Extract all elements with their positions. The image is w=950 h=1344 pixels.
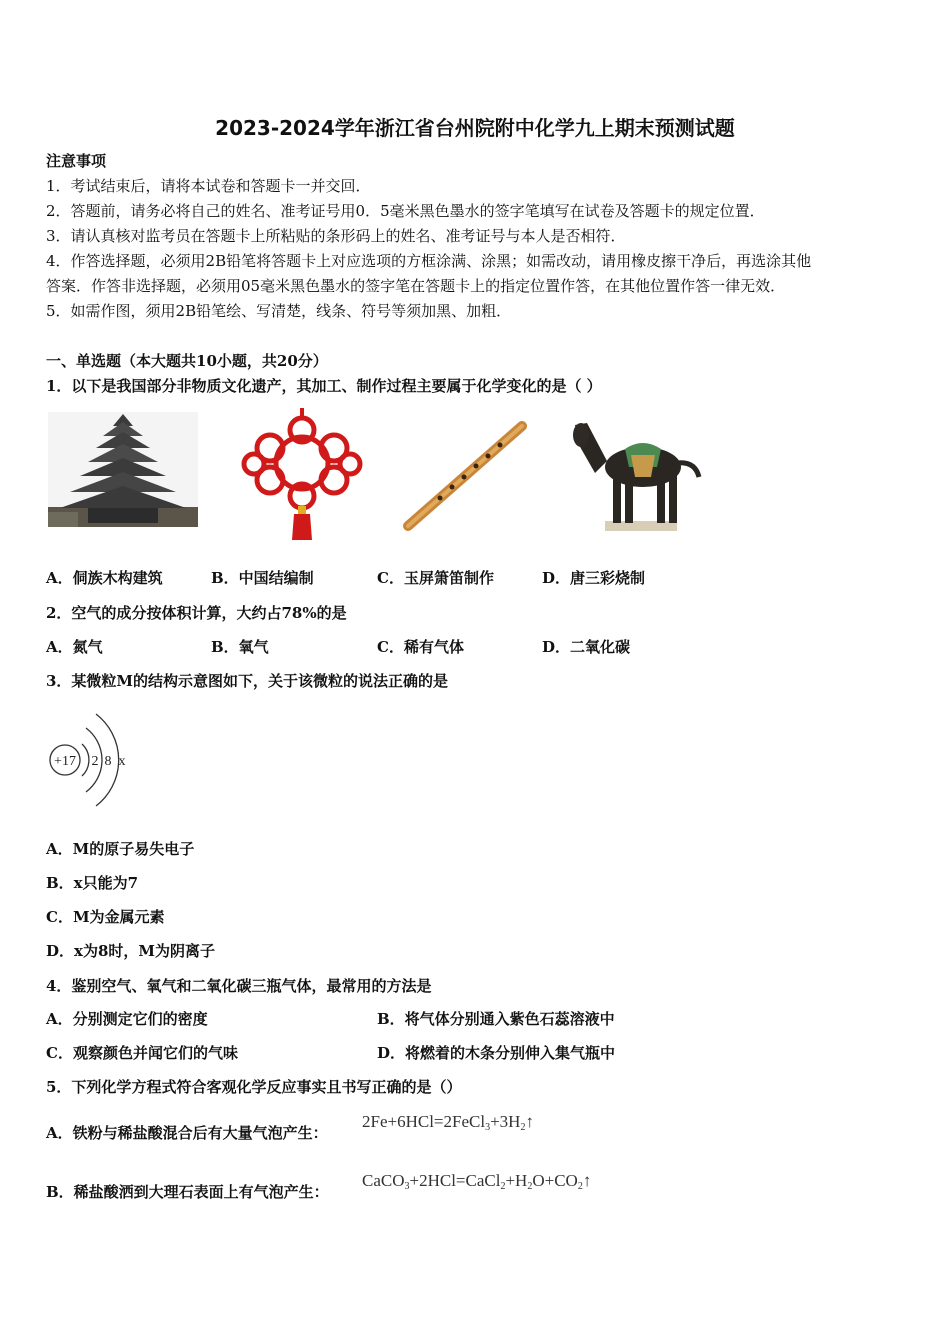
notice-item: 4．作答选择题，必须用2B铅笔将答题卡上对应选项的方框涂满、涂黑；如需改动，请用橡皮擦干净后，再选涂其他 [46,252,812,270]
q4-option-c[interactable]: C．观察颜色并闻它们的气味 [46,1044,238,1062]
shell-electrons: 8 [104,754,112,769]
q4-option-d[interactable]: D．将燃着的木条分别伸入集气瓶中 [377,1044,616,1062]
q1-option-a[interactable]: A．侗族木构建筑 [46,569,163,587]
q1-option-b[interactable]: B．中国结编制 [211,569,314,587]
notice-item: 1．考试结束后，请将本试卷和答题卡一并交回． [46,177,371,195]
q5-option-b[interactable]: B．稀盐酸洒到大理石表面上有气泡产生： [46,1183,329,1201]
q1-option-d[interactable]: D．唐三彩烧制 [542,569,646,587]
flute-image [400,418,530,533]
question-5-stem: 5．下列化学方程式符合客观化学反应事实且书写正确的是（） [46,1078,462,1096]
q2-option-c[interactable]: C．稀有气体 [377,638,464,656]
notice-item: 3．请认真核对监考员在答题卡上所粘贴的条形码上的姓名、准考证号与本人是否相符． [46,227,626,245]
atomic-structure-diagram [46,700,146,815]
notice-heading: 注意事项 [46,152,107,170]
q1-option-c[interactable]: C．玉屏箫笛制作 [377,569,494,587]
tang-horse-image [565,415,705,535]
q2-option-b[interactable]: B．氧气 [211,638,269,656]
question-1-stem: 1．以下是我国部分非物质文化遗产，其加工、制作过程主要属于化学变化的是（ ） [46,377,602,395]
q3-option-d[interactable]: D．x为8时，M为阴离子 [46,942,215,960]
page-title: 2023-2024学年浙江省台州院附中化学九上期末预测试题 [215,116,735,140]
q2-option-d[interactable]: D．二氧化碳 [542,638,631,656]
chinese-knot-image [240,408,365,543]
notice-item: 2．答题前，请务必将自己的姓名、准考证号用0．5毫米黑色墨水的签字笔填写在试卷及答题卡的规定位置． [46,202,765,220]
q5-option-a[interactable]: A．铁粉与稀盐酸混合后有大量气泡产生： [46,1124,328,1142]
question-4-stem: 4．鉴别空气、氧气和二氧化碳三瓶气体，最常用的方法是 [46,977,432,995]
q3-option-b[interactable]: B．x只能为7 [46,874,139,892]
question-2-stem: 2．空气的成分按体积计算，大约占78%的是 [46,604,347,622]
q2-option-a[interactable]: A．氮气 [46,638,103,656]
question-3-stem: 3．某微粒M的结构示意图如下，关于该微粒的说法正确的是 [46,672,449,690]
shell-electrons: x [118,754,126,769]
q4-option-a[interactable]: A．分别测定它们的密度 [46,1010,208,1028]
notice-item: 5．如需作图，须用2B铅笔绘、写清楚，线条、符号等须加黑、加粗． [46,302,512,320]
q5-option-a-equation: $2Fe+6HCl=2FeCl_3+3H_2↑$ [362,1112,534,1133]
notice-item: 答案．作答非选择题，必须用05毫米黑色墨水的签字笔在答题卡上的指定位置作答，在其他位置作答一律无效． [46,277,786,295]
q3-option-a[interactable]: A．M的原子易失电子 [46,840,195,858]
q4-option-b[interactable]: B．将气体分别通入紫色石蕊溶液中 [377,1010,615,1028]
shell-electrons: 2 [91,754,99,769]
section-heading: 一、单选题（本大题共10小题，共20分） [46,352,328,370]
drum-tower-image [48,412,198,527]
nucleus-charge: +17 [54,754,76,769]
q3-option-c[interactable]: C．M为金属元素 [46,908,165,926]
q5-option-b-equation: $CaCO_3+2HCl=CaCl_2+H_2O+CO_2↑$ [362,1171,592,1192]
